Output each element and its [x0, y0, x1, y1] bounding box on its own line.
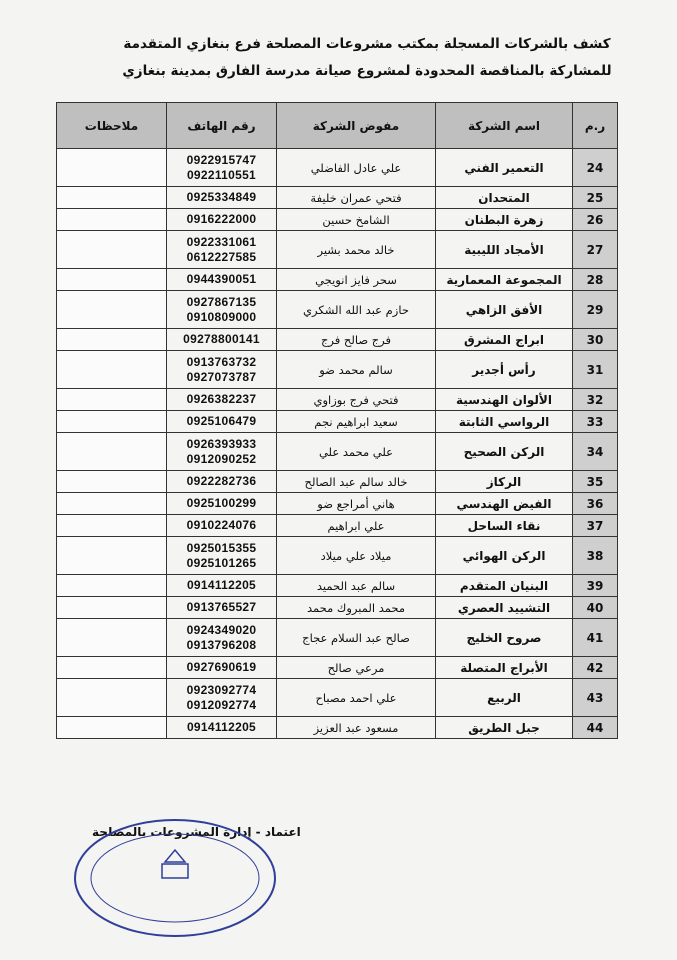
company-name: الفيض الهندسي [436, 493, 573, 515]
phone-number: 0922915747 [186, 152, 257, 167]
row-number: 36 [573, 493, 618, 515]
company-representative: ميلاد علي ميلاد [277, 537, 436, 575]
company-name: زهرة البطنان [436, 209, 573, 231]
notes-cell [57, 575, 167, 597]
row-number: 38 [573, 537, 618, 575]
notes-cell [57, 537, 167, 575]
notes-cell [57, 679, 167, 717]
company-representative: سعيد ابراهيم نجم [277, 411, 436, 433]
company-representative: مسعود عبد العزيز [277, 717, 436, 739]
company-name: نقاء الساحل [436, 515, 573, 537]
phone-number: 0612227585 [186, 249, 257, 264]
phone-number: 0927073787 [186, 369, 257, 384]
phone-number: 0913763732 [186, 354, 257, 369]
phone-number: 0924349020 [186, 622, 257, 637]
approval-line: اعتماد - إدارة المشروعات بالمصلحة [92, 825, 301, 839]
company-name: الرواسي الثابتة [436, 411, 573, 433]
row-number: 37 [573, 515, 618, 537]
table-row [57, 597, 618, 619]
notes-cell [57, 149, 167, 187]
company-representative: فتحي عمران خليفة [277, 187, 436, 209]
column-header-representative: مفوض الشركة [277, 103, 436, 149]
company-name: ابراج المشرق [436, 329, 573, 351]
row-number: 26 [573, 209, 618, 231]
phone-number: 0925101265 [186, 555, 257, 570]
phone-cell [167, 657, 277, 679]
table-row [57, 717, 618, 739]
notes-cell [57, 597, 167, 619]
row-number: 29 [573, 291, 618, 329]
phone-number: 0916222000 [186, 212, 257, 226]
table-row [57, 575, 618, 597]
table-row [57, 231, 618, 269]
phone-number: 0910224076 [186, 518, 257, 532]
phone-number: 0925334849 [186, 190, 257, 204]
row-number: 24 [573, 149, 618, 187]
company-representative: محمد المبروك محمد [277, 597, 436, 619]
company-name: الأبراج المتصلة [436, 657, 573, 679]
company-representative: فرج صالح فرج [277, 329, 436, 351]
table-row [57, 619, 618, 657]
phone-number: 0926382237 [186, 392, 257, 406]
company-name: الركن الصحيح [436, 433, 573, 471]
notes-cell [57, 389, 167, 411]
notes-cell [57, 619, 167, 657]
company-name: البنيان المتقدم [436, 575, 573, 597]
phone-cell [167, 433, 277, 471]
company-name: الركن الهوائي [436, 537, 573, 575]
table-row [57, 493, 618, 515]
phone-cell [167, 597, 277, 619]
table-row [57, 187, 618, 209]
company-name: التعمير الفني [436, 149, 573, 187]
company-representative: علي عادل الفاضلي [277, 149, 436, 187]
document-title: كشف بالشركات المسجلة بمكتب مشروعات المصلحة فرع بنغازي المتقدمة [123, 36, 611, 52]
table-body [57, 149, 618, 739]
table-row [57, 433, 618, 471]
company-name: الألوان الهندسية [436, 389, 573, 411]
phone-cell [167, 619, 277, 657]
notes-cell [57, 433, 167, 471]
company-name: المجموعة المعمارية [436, 269, 573, 291]
company-representative: سحر فايز انويجي [277, 269, 436, 291]
row-number: 43 [573, 679, 618, 717]
row-number: 32 [573, 389, 618, 411]
notes-cell [57, 209, 167, 231]
row-number: 44 [573, 717, 618, 739]
table-row [57, 657, 618, 679]
table-row [57, 411, 618, 433]
company-representative: خالد سالم عبد الصالح [277, 471, 436, 493]
phone-number: 0925106479 [186, 414, 257, 428]
notes-cell [57, 717, 167, 739]
companies-table [56, 102, 618, 739]
company-representative: سالم عبد الحميد [277, 575, 436, 597]
row-number: 31 [573, 351, 618, 389]
table-header-row [57, 103, 618, 149]
phone-cell [167, 679, 277, 717]
table-row [57, 471, 618, 493]
notes-cell [57, 291, 167, 329]
company-representative: علي ابراهيم [277, 515, 436, 537]
company-name: جبل الطريق [436, 717, 573, 739]
phone-cell [167, 291, 277, 329]
phone-cell [167, 389, 277, 411]
table-row [57, 269, 618, 291]
official-stamp [70, 812, 280, 942]
row-number: 33 [573, 411, 618, 433]
table-row [57, 389, 618, 411]
company-representative: خالد محمد بشير [277, 231, 436, 269]
column-header-notes: ملاحظات [57, 103, 167, 149]
row-number: 30 [573, 329, 618, 351]
row-number: 34 [573, 433, 618, 471]
notes-cell [57, 657, 167, 679]
company-representative: الشامخ حسين [277, 209, 436, 231]
phone-cell [167, 537, 277, 575]
notes-cell [57, 493, 167, 515]
table-row [57, 209, 618, 231]
notes-cell [57, 329, 167, 351]
phone-cell [167, 493, 277, 515]
phone-cell [167, 717, 277, 739]
notes-cell [57, 515, 167, 537]
phone-cell [167, 269, 277, 291]
phone-number: 0944390051 [186, 272, 257, 286]
phone-number: 0910809000 [186, 309, 257, 324]
phone-number: 0912092774 [186, 697, 257, 712]
company-name: التشييد العصري [436, 597, 573, 619]
company-representative: هاني أمراجع ضو [277, 493, 436, 515]
row-number: 40 [573, 597, 618, 619]
column-header-company: اسم الشركة [436, 103, 573, 149]
company-representative: حازم عبد الله الشكري [277, 291, 436, 329]
notes-cell [57, 471, 167, 493]
company-name: رأس أجدير [436, 351, 573, 389]
phone-number: 0922282736 [186, 474, 257, 488]
phone-number: 0925100299 [186, 496, 257, 510]
company-name: الأمجاد الليبية [436, 231, 573, 269]
phone-cell [167, 187, 277, 209]
phone-cell [167, 471, 277, 493]
phone-number: 0927690619 [186, 660, 257, 674]
phone-number: 0925015355 [186, 540, 257, 555]
company-name: الربيع [436, 679, 573, 717]
company-representative: علي محمد علي [277, 433, 436, 471]
company-name: المتحدان [436, 187, 573, 209]
table-row [57, 291, 618, 329]
phone-number: 0927867135 [186, 294, 257, 309]
row-number: 27 [573, 231, 618, 269]
phone-cell [167, 329, 277, 351]
notes-cell [57, 187, 167, 209]
table-row [57, 329, 618, 351]
notes-cell [57, 411, 167, 433]
phone-number: 0913796208 [186, 637, 257, 652]
row-number: 39 [573, 575, 618, 597]
phone-number: 0926393933 [186, 436, 257, 451]
column-header-phone: رقم الهاتف [167, 103, 277, 149]
phone-number: 0922331061 [186, 234, 257, 249]
phone-number: 0914112205 [186, 720, 257, 734]
row-number: 25 [573, 187, 618, 209]
company-representative: فتحي فرج بوزاوي [277, 389, 436, 411]
phone-number: 0914112205 [186, 578, 257, 592]
phone-cell [167, 149, 277, 187]
notes-cell [57, 351, 167, 389]
table-row [57, 679, 618, 717]
table-row [57, 515, 618, 537]
phone-cell [167, 411, 277, 433]
phone-cell [167, 209, 277, 231]
company-representative: سالم محمد ضو [277, 351, 436, 389]
row-number: 35 [573, 471, 618, 493]
table-row [57, 351, 618, 389]
phone-cell [167, 515, 277, 537]
company-representative: صالح عبد السلام عجاج [277, 619, 436, 657]
company-name: الركاز [436, 471, 573, 493]
table-row [57, 149, 618, 187]
row-number: 42 [573, 657, 618, 679]
phone-number: 0912090252 [186, 451, 257, 466]
notes-cell [57, 231, 167, 269]
notes-cell [57, 269, 167, 291]
phone-number: 0922110551 [186, 167, 257, 182]
document-subtitle: للمشاركة بالمناقصة المحدودة لمشروع صيانة مدرسة الفارق بمدينة بنغازي [122, 63, 612, 79]
phone-cell [167, 231, 277, 269]
company-representative: علي احمد مصباح [277, 679, 436, 717]
company-name: الأفق الزاهي [436, 291, 573, 329]
company-name: صروح الخليج [436, 619, 573, 657]
phone-cell [167, 575, 277, 597]
phone-number: 09278800141 [183, 332, 260, 346]
row-number: 41 [573, 619, 618, 657]
column-header-number: ر.م [573, 103, 618, 149]
table-row [57, 537, 618, 575]
phone-number: 0923092774 [186, 682, 257, 697]
company-representative: مرعي صالح [277, 657, 436, 679]
phone-cell [167, 351, 277, 389]
phone-number: 0913765527 [186, 600, 257, 614]
row-number: 28 [573, 269, 618, 291]
